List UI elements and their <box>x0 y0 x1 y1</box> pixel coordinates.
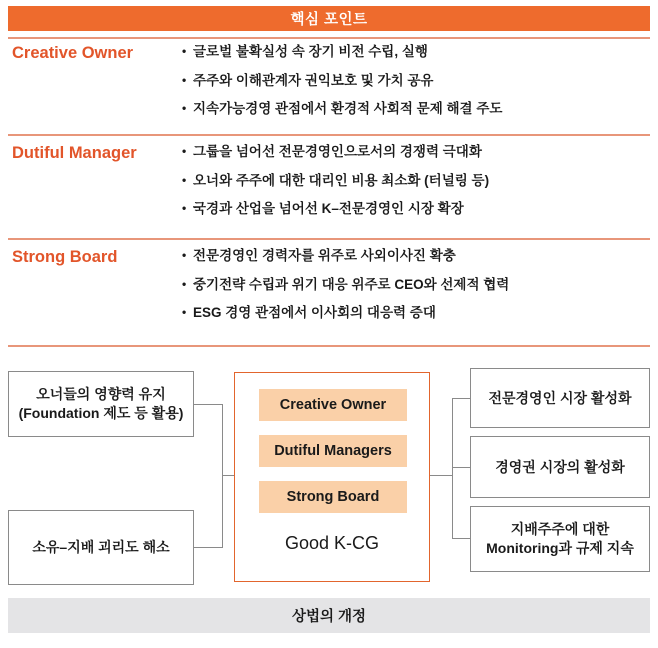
connector-right-2 <box>452 467 470 468</box>
connector-left-trunk <box>222 475 234 476</box>
connector-left-2 <box>194 547 222 548</box>
page-title: 핵심 포인트 <box>290 12 368 28</box>
diagram-right-box-1-line1: 전문경영인 시장 활성화 <box>488 389 632 406</box>
diagram-right-box-1 <box>470 368 650 428</box>
bullet-text: 그룹을 넘어선 전문경영인으로서의 경쟁력 극대화 <box>193 144 482 159</box>
bullet-marker-icon: • <box>182 276 187 291</box>
bullet-text: 전문경영인 경력자를 위주로 사외이사진 확충 <box>193 248 456 263</box>
diagram-center-chip-1: Creative Owner <box>259 389 407 421</box>
bullet-marker-icon: • <box>182 72 187 87</box>
diagram-left-box-2 <box>8 510 194 585</box>
diagram-right-box-2 <box>470 436 650 498</box>
bullet-marker-icon: • <box>182 44 187 58</box>
connector-right-3 <box>452 538 470 539</box>
diagram-right-box-2-line1: 경영권 시장의 활성화 <box>495 458 625 475</box>
connector-right-1 <box>452 398 470 399</box>
bullet-item <box>182 201 650 217</box>
footer-title: 상법의 개정 <box>291 609 367 625</box>
diagram-left-box-2-line1: 소유–지배 괴리도 해소 <box>32 539 170 556</box>
section-creative-owner <box>0 44 658 128</box>
bullet-marker-icon: • <box>182 248 187 262</box>
diagram-center-chip-2: Dutiful Managers <box>259 435 407 467</box>
bullet-item <box>182 173 650 189</box>
bullet-item <box>182 144 650 160</box>
bullet-item <box>182 73 650 89</box>
connector-right-spine <box>452 398 453 538</box>
divider-top <box>8 37 650 39</box>
bullet-text: 국경과 산업을 넘어선 K–전문경영인 시장 확장 <box>193 201 464 217</box>
diagram-right-box-3-line1: 지배주주에 대한 <box>510 521 610 538</box>
section-label-strong-board: Strong Board <box>12 248 118 266</box>
bullet-marker-icon: • <box>182 201 187 216</box>
connector-left-1 <box>194 404 222 405</box>
header-bar <box>8 6 650 31</box>
bullet-item <box>182 305 650 321</box>
bullet-text: 중기전략 수립과 위기 대응 위주로 CEO와 선제적 협력 <box>193 276 510 292</box>
divider-1 <box>8 134 650 136</box>
footer-bar <box>8 598 650 633</box>
bullet-marker-icon: • <box>182 101 187 116</box>
bullet-text: ESG 경영 관점에서 이사회의 대응력 증대 <box>193 305 436 321</box>
bullet-text: 주주와 이해관계자 권익보호 및 가치 공유 <box>193 72 434 88</box>
diagram-left-box-1-line2: (Foundation 제도 등 활용) <box>18 405 184 421</box>
diagram-center-box <box>234 372 430 582</box>
flow-diagram <box>0 360 658 592</box>
diagram-center-footer-label: Good K-CG <box>284 532 380 553</box>
bullet-text: 오너와 주주에 대한 대리인 비용 최소화 (터널링 등) <box>193 172 490 188</box>
diagram-left-box-1 <box>8 371 194 437</box>
bullet-item <box>182 44 650 60</box>
bullet-item <box>182 277 650 293</box>
connector-right-trunk <box>430 475 452 476</box>
bullet-list-strong-board <box>182 248 650 334</box>
bullet-item <box>182 248 650 264</box>
diagram-right-box-3-line2: Monitoring과 규제 지속 <box>486 540 634 556</box>
section-strong-board <box>0 248 658 332</box>
connector-left-spine <box>222 404 223 548</box>
bullet-list-dutiful-manager <box>182 144 650 230</box>
diagram-left-box-1-line1: 오너들의 영향력 유지 <box>36 386 166 403</box>
section-label-dutiful-manager: Dutiful Manager <box>12 144 137 162</box>
bullet-marker-icon: • <box>182 305 187 320</box>
section-label-creative-owner: Creative Owner <box>12 44 134 62</box>
section-dutiful-manager <box>0 144 658 228</box>
bullet-marker-icon: • <box>182 144 187 158</box>
bullet-text: 글로벌 불확실성 속 장기 비전 수립, 실행 <box>193 44 428 59</box>
divider-2 <box>8 238 650 240</box>
divider-3 <box>8 345 650 347</box>
diagram-center-chip-3: Strong Board <box>259 481 407 513</box>
bullet-item <box>182 101 650 117</box>
diagram-right-box-3 <box>470 506 650 572</box>
bullet-text: 지속가능경영 관점에서 환경적 사회적 문제 해결 주도 <box>193 101 503 117</box>
bullet-marker-icon: • <box>182 172 187 187</box>
bullet-list-creative-owner <box>182 44 650 130</box>
